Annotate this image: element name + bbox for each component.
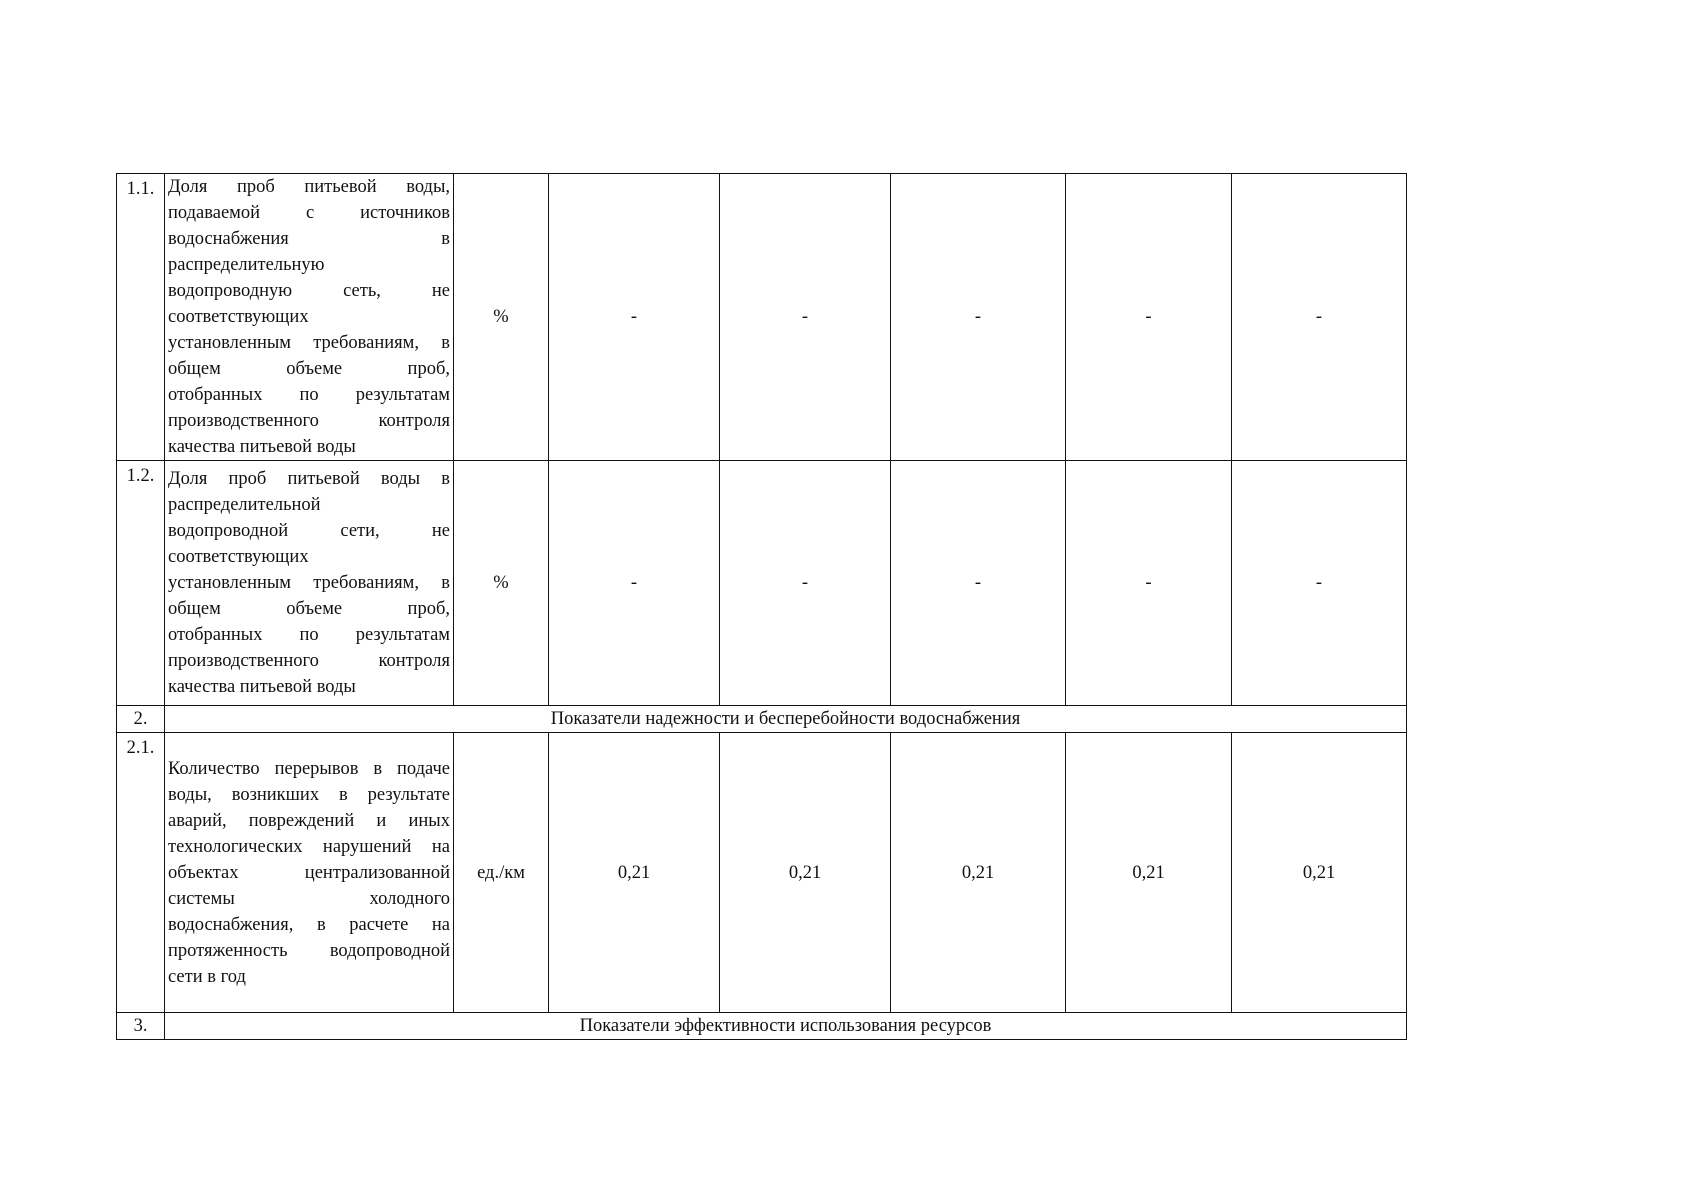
description-line: отобранных по результатам — [168, 625, 450, 645]
section-title: Показатели эффективности использования ресурсов — [165, 1013, 1407, 1040]
description-line: системы холодного — [168, 888, 450, 909]
description-line: подаваемой с источников — [168, 203, 450, 223]
value-cell: - — [1232, 461, 1407, 706]
indicators-table — [116, 173, 1407, 1040]
description-line: водопроводную сеть, не — [168, 281, 450, 301]
value-cell: - — [891, 174, 1066, 461]
table-row — [117, 174, 1407, 461]
row-description — [165, 174, 454, 461]
description-line: Доля проб питьевой воды, — [168, 177, 450, 197]
value-cell: 0,21 — [720, 733, 891, 1013]
table-row — [117, 461, 1407, 706]
description-line: качества питьевой воды — [168, 677, 356, 697]
description-line: водоснабжения в — [168, 229, 450, 249]
description-line: установленным требованиям, в — [168, 573, 450, 593]
description-line: объектах централизованной — [168, 862, 450, 883]
description-line: водопроводной сети, не — [168, 521, 450, 541]
row-number: 1.1. — [117, 174, 165, 461]
section-row — [117, 1013, 1407, 1040]
description-line: установленным требованиям, в — [168, 333, 450, 353]
description-line: Количество перерывов в подаче — [168, 758, 450, 779]
value-cell: - — [1066, 461, 1232, 706]
value-cell: - — [549, 174, 720, 461]
description-line: отобранных по результатам — [168, 385, 450, 405]
table-row — [117, 733, 1407, 1013]
description-line: технологических нарушений на — [168, 836, 450, 857]
description-line: соответствующих — [168, 547, 309, 567]
value-cell: - — [720, 174, 891, 461]
value-cell: - — [1232, 174, 1407, 461]
section-title: Показатели надежности и бесперебойности водоснабжения — [165, 706, 1407, 733]
description-line: сети в год — [168, 966, 246, 987]
description-line: производственного контроля — [168, 411, 450, 431]
row-number: 3. — [117, 1013, 165, 1040]
description-line: общем объеме проб, — [168, 359, 450, 379]
row-number: 1.2. — [117, 461, 165, 706]
description-line: производственного контроля — [168, 651, 450, 671]
unit-cell: % — [454, 461, 549, 706]
unit-cell: % — [454, 174, 549, 461]
value-cell: - — [549, 461, 720, 706]
description-line: распределительную — [168, 255, 325, 275]
unit-cell: ед./км — [454, 733, 549, 1013]
value-cell: 0,21 — [549, 733, 720, 1013]
description-line: аварий, повреждений и иных — [168, 810, 450, 831]
description-line: распределительной — [168, 495, 321, 515]
value-cell: - — [891, 461, 1066, 706]
row-description — [165, 733, 454, 1013]
description-line: протяженность водопроводной — [168, 940, 450, 961]
value-cell: 0,21 — [1066, 733, 1232, 1013]
description-line: общем объеме проб, — [168, 599, 450, 619]
row-number: 2. — [117, 706, 165, 733]
description-line: воды, возникших в результате — [168, 784, 450, 805]
description-line: качества питьевой воды — [168, 437, 356, 457]
row-number: 2.1. — [117, 733, 165, 1013]
value-cell: - — [720, 461, 891, 706]
description-line: соответствующих — [168, 307, 309, 327]
value-cell: - — [1066, 174, 1232, 461]
row-description — [165, 461, 454, 706]
value-cell: 0,21 — [891, 733, 1066, 1013]
description-line: Доля проб питьевой воды в — [168, 469, 450, 489]
description-line: водоснабжения, в расчете на — [168, 914, 450, 935]
section-row — [117, 706, 1407, 733]
value-cell: 0,21 — [1232, 733, 1407, 1013]
